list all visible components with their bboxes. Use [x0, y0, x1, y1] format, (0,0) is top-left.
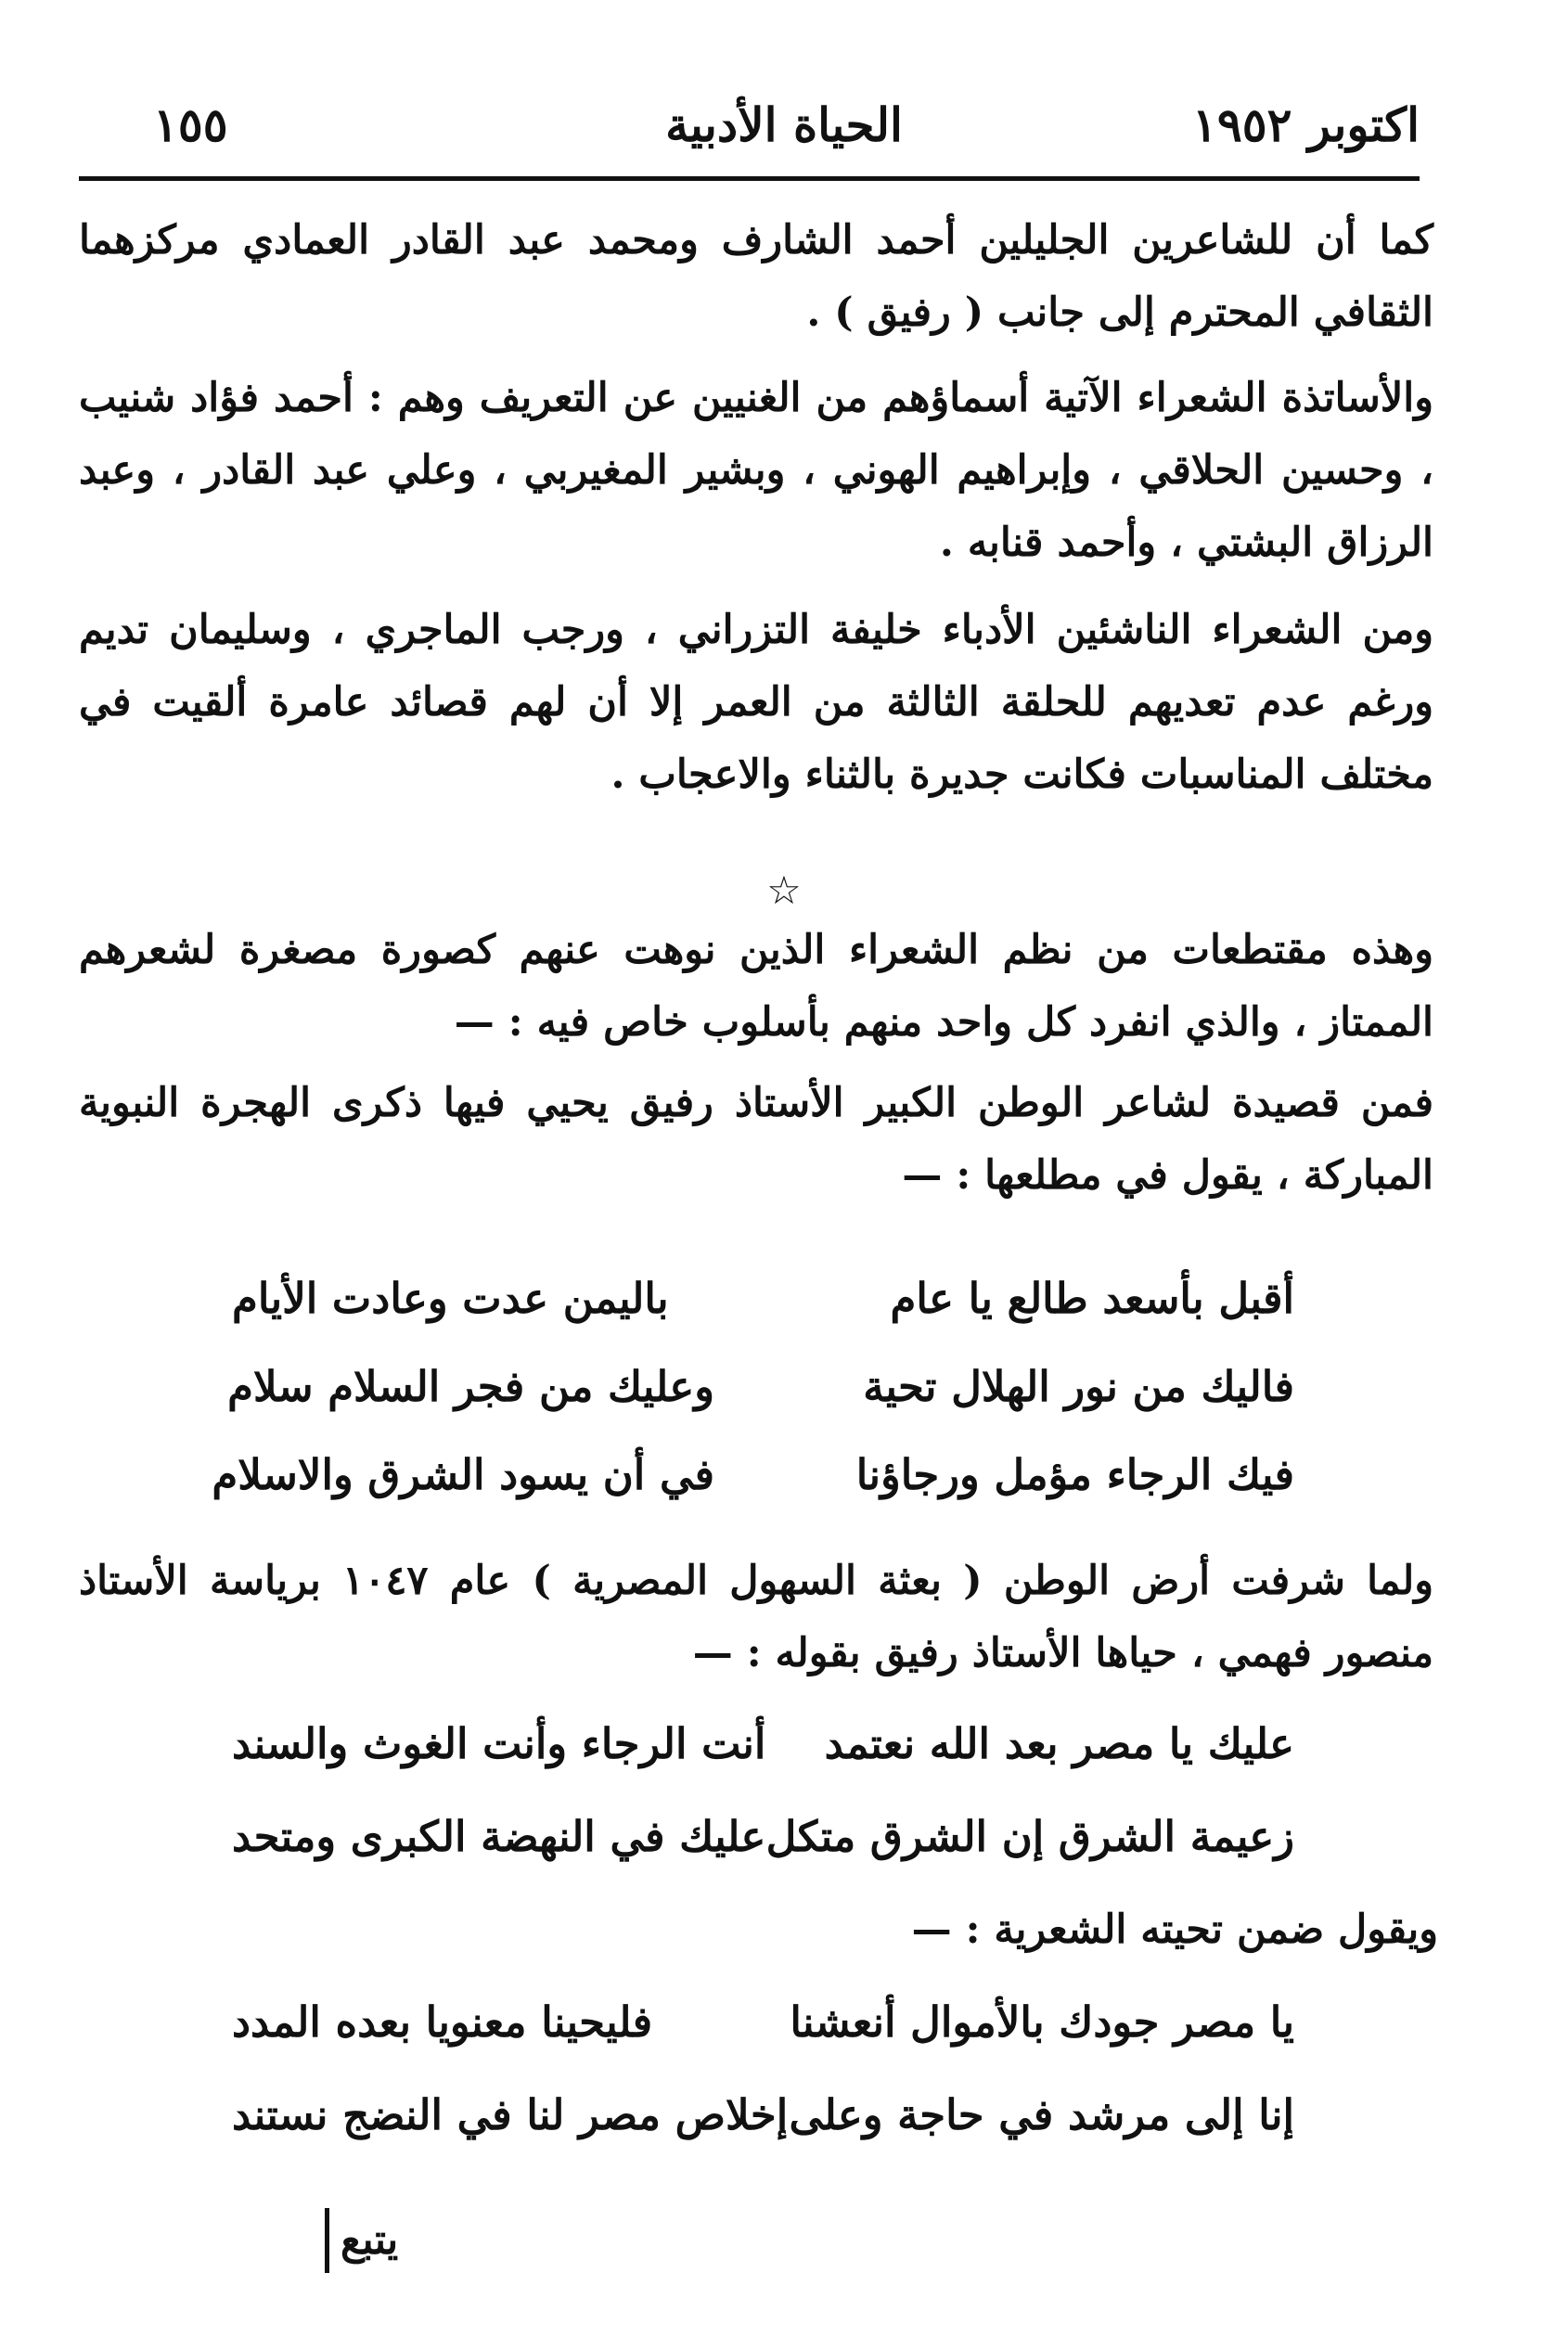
paragraph-4: وهذه مقتطعات من نظم الشعراء الذين نوهت عنهم كصورة مصغرة لشعرهم الممتاز ، والذي انفرد كل واحد منهم بأسلوب خاص فيه : — [79, 927, 1433, 1046]
paragraph-3: ومن الشعراء الناشئين الأدباء خليفة التزراني ، ورجب الماجري ، وسليمان تديم ورغم عدم تعديهم للحلقة الثالثة من العمر إلا أن لهم قصائد عامرة ألقيت في مختلف المناسبات فكانت جديرة بالثناء والاعجاب . [79, 607, 1433, 798]
poem2-line2-second-hemistich: عليك في النهضة الكبرى ومتحد [232, 1812, 766, 1861]
header-rule [79, 176, 1420, 181]
paragraph-5: فمن قصيدة لشاعر الوطن الكبير الأستاذ رفيق يحيي فيها ذكرى الهجرة النبوية المباركة ، يقول في مطلعها : — [79, 1080, 1433, 1199]
poem1-line2-second-hemistich: وعليك من فجر السلام سلام [227, 1362, 714, 1411]
header-title: الحياة الأدبية [665, 97, 903, 152]
poem1-line1-second-hemistich: باليمن عدت وعادت الأيام [232, 1274, 669, 1323]
poem3-intro: ويقول ضمن تحيته الشعرية : — [911, 1907, 1438, 1953]
page-number: ١٥٥ [153, 97, 228, 152]
paragraph-1: كما أن للشاعرين الجليلين أحمد الشارف ومحمد عبد القادر العمادي مركزهما الثقافي المحترم إلى جانب ( رفيق ) . [79, 217, 1433, 336]
section-separator-star: ☆ [766, 867, 802, 913]
poem1-line3-first-hemistich: فيك الرجاء مؤمل ورجاؤنا [855, 1450, 1294, 1499]
poem3-line1-second-hemistich: فليحينا معنويا بعده المدد [232, 1997, 653, 2047]
paragraph-6: ولما شرفت أرض الوطن ( بعثة السهول المصرية ) عام ١٠٤٧ برياسة الأستاذ منصور فهمي ، حياها الأستاذ رفيق بقوله : — [79, 1558, 1433, 1676]
poem3-line2-first-hemistich: إنا إلى مرشد في حاجة وعلى [789, 2090, 1294, 2139]
header-date: اكتوبر ١٩٥٢ [1192, 97, 1420, 152]
poem2-line1-second-hemistich: أنت الرجاء وأنت الغوث والسند [232, 1719, 766, 1768]
continued-marker [325, 2208, 409, 2273]
paragraph-2: والأساتذة الشعراء الآتية أسماؤهم من الغنيين عن التعريف وهم : أحمد فؤاد شنيب ، وحسين الحلاقي ، وإبراهيم الهوني ، وبشير المغيربي ، وعلي عبد القادر ، وعبد الرزاق البشتي ، وأحمد قنابه . [79, 375, 1433, 566]
poem3-line2-second-hemistich: إخلاص مصر لنا في النضج نستند [232, 2090, 789, 2139]
poem2-line2-first-hemistich: زعيمة الشرق إن الشرق متكل [765, 1812, 1294, 1861]
poem2-line1-first-hemistich: عليك يا مصر بعد الله نعتمد [824, 1719, 1294, 1768]
poem1-line2-first-hemistich: فاليك من نور الهلال تحية [863, 1362, 1294, 1411]
poem3-line1-first-hemistich: يا مصر جودك بالأموال أنعشنا [790, 1997, 1294, 2047]
poem1-line1-first-hemistich: أقبل بأسعد طالع يا عام [890, 1274, 1294, 1323]
poem1-line3-second-hemistich: في أن يسود الشرق والاسلام [212, 1450, 714, 1499]
continued-text: يتبع [341, 2216, 399, 2264]
